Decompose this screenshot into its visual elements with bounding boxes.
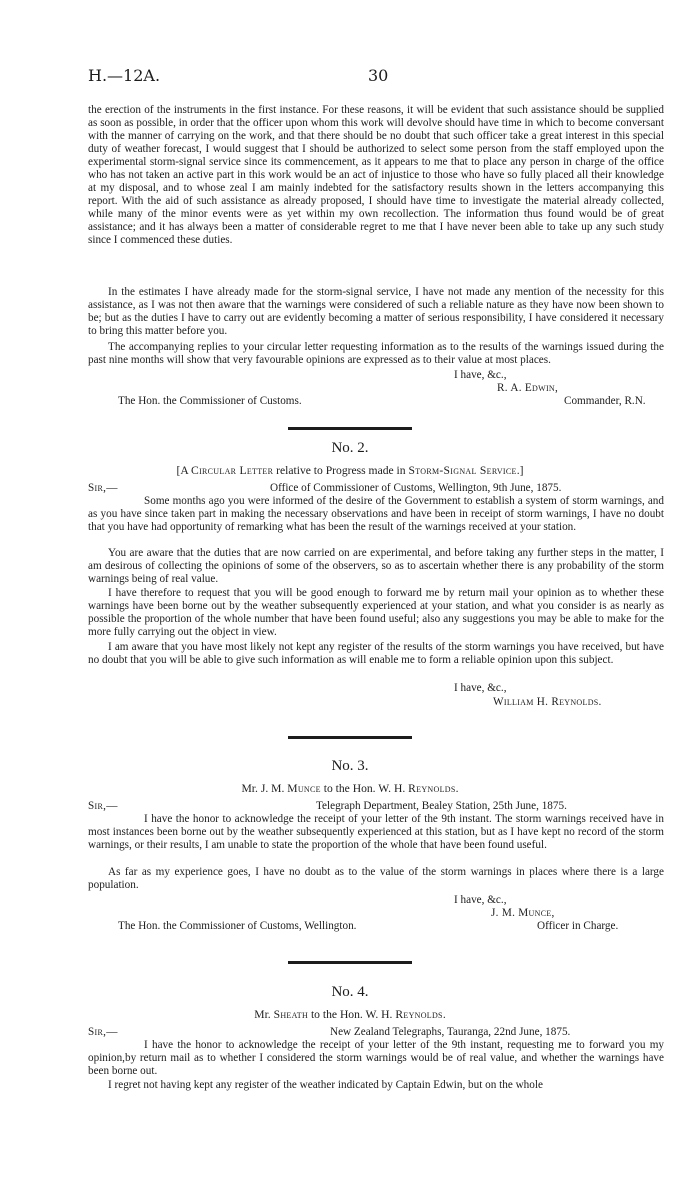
- letter-4-paragraph-2: I regret not having kept any register of the weather indicated by Captain Edwin, but on the whole: [108, 1079, 543, 1091]
- letter-2-paragraph-4: I am aware that you have most likely not kept any register of the results of the storm warnings you have received, but have no doubt that you will be able to give such information as will enable me to form a reliable opinion upon this subject.: [88, 641, 664, 666]
- section-divider: [288, 427, 412, 430]
- letter-2-paragraph-2: You are aware that the duties that are now carried on are experimental, and before taking any further steps in the matter, I am desirous of collecting the opinions of some of the observers, so as to ascertain whether there is any probability of the storm warnings being of real value.: [88, 547, 664, 585]
- letter-3-paragraph-2: As far as my experience goes, I have no doubt as to the value of the storm warnings in places where there is a large population.: [88, 866, 664, 891]
- letter-3-paragraph-1: I have the honor to acknowledge the receipt of your letter of the 9th instant. The storm warnings received have in most instances been borne out by the weather subsequently experienced at this station, but as I have kept no record of the storm warnings, or their results, I am unable to state the proportion of the whole that have been found useful.: [88, 813, 664, 851]
- letter-4-place-date: New Zealand Telegraphs, Tauranga, 22nd June, 1875.: [330, 1026, 571, 1038]
- continued-paragraph-1: the erection of the instruments in the first instance. For these reasons, it will be evident that such assistance should be supplied as soon as possible, in order that the officer upon whom this work will devolve should have time in which to become conversant with the manner of carrying on the work, and that there should be no doubt that such officer take a great interest in this special duty of weather forecast, I would suggest that I should be authorized to select some person from the staff employed upon the experimental storm-signal service since its commencement, as it appears to me that to place any person in charge of the office who has not taken an active part in this work would be an act of injustice to those who have so fully placed all their knowledge at my disposal, and to whose zeal I am mainly indebted for the satisfactory results shown in the letters accompanying this report. With the aid of such assistance as already proposed, I should have time to investigate the material already collected, while many of the minor events were as yet within my own recollection. The information thus found would be of great assistance; and it has always been a matter of considerable regret to me that I have never been able to take up any such study since I commenced these duties.: [88, 104, 664, 246]
- letter-4-paragraph-1: I have the honor to acknowledge the receipt of your letter of the 9th instant, requesting me to forward you my opinion,by return mail as to whether I considered the storm warnings would be of real value, and whether the warnings have been borne out.: [88, 1039, 664, 1077]
- report-code: H.—12A.: [88, 66, 161, 85]
- letter-3-salutation: Sir,—: [88, 800, 118, 812]
- letter-2-subtitle: [A Circular Letter relative to Progress made in Storm-Signal Service.]: [176, 464, 524, 477]
- letter-4-salutation: Sir,—: [88, 1026, 118, 1038]
- continued-closing: I have, &c.,: [454, 369, 507, 381]
- letter-2-place-date: Office of Commissioner of Customs, Wellington, 9th June, 1875.: [270, 482, 562, 494]
- letter-2-number: No. 2.: [331, 440, 369, 456]
- letter-2-signer: William H. Reynolds.: [493, 696, 602, 708]
- continued-paragraph-3: The accompanying replies to your circular letter requesting information as to the results of the warnings issued during the past nine months will show that very favourable opinions are expressed as to their value at most places.: [88, 341, 664, 366]
- letter-4-number: No. 4.: [331, 984, 369, 1000]
- continued-paragraph-2: In the estimates I have already made for the storm-signal service, I have not made any mention of the necessity for this assistance, as I was not then aware that the warnings were considered of such a reliable nature as they have now been shown to be; but as the duties I have to carry out are evidently becoming a matter of serious responsibility, I have considered it necessary to bring this matter before you.: [88, 286, 664, 337]
- letter-2-paragraph-3: I have therefore to request that you will be good enough to forward me by return mail your opinion as to whether these warnings have been borne out by the weather subsequently experienced at your station, and what you consider is as nearly as possible the proportion of the whole number that have been found useful; also any suggestions you may be able to make for the more fully carrying out the object in view.: [88, 587, 664, 638]
- letter-3-number: No. 3.: [331, 758, 369, 774]
- letter-3-closing: I have, &c.,: [454, 894, 507, 906]
- letter-3-place-date: Telegraph Department, Bealey Station, 25th June, 1875.: [316, 800, 567, 812]
- section-divider: [288, 736, 412, 739]
- letter-3-subtitle: Mr. J. M. Munce to the Hon. W. H. Reynolds.: [241, 782, 459, 795]
- letter-3-signer: J. M. Munce,: [491, 907, 555, 919]
- page-number: 30: [368, 66, 389, 85]
- letter-2-paragraph-1: Some months ago you were informed of the desire of the Government to establish a system of storm warnings, and as you have since taken part in making the necessary observations and have been in receipt of storm warnings, I have no doubt that you have had opportunity of remarking what has been the result of the warnings received at your station.: [88, 495, 664, 533]
- continued-signer: R. A. Edwin,: [497, 382, 559, 394]
- letter-2-closing: I have, &c.,: [454, 682, 507, 694]
- letter-3-addressee: The Hon. the Commissioner of Customs, Wellington.: [118, 920, 357, 932]
- letter-4-subtitle: Mr. Sheath to the Hon. W. H. Reynolds.: [254, 1008, 446, 1021]
- letter-2-salutation: Sir,—: [88, 482, 118, 494]
- continued-addressee: The Hon. the Commissioner of Customs.: [118, 395, 302, 407]
- letter-3-signer-title: Officer in Charge.: [537, 920, 619, 932]
- continued-signer-title: Commander, R.N.: [564, 395, 646, 407]
- section-divider: [288, 961, 412, 964]
